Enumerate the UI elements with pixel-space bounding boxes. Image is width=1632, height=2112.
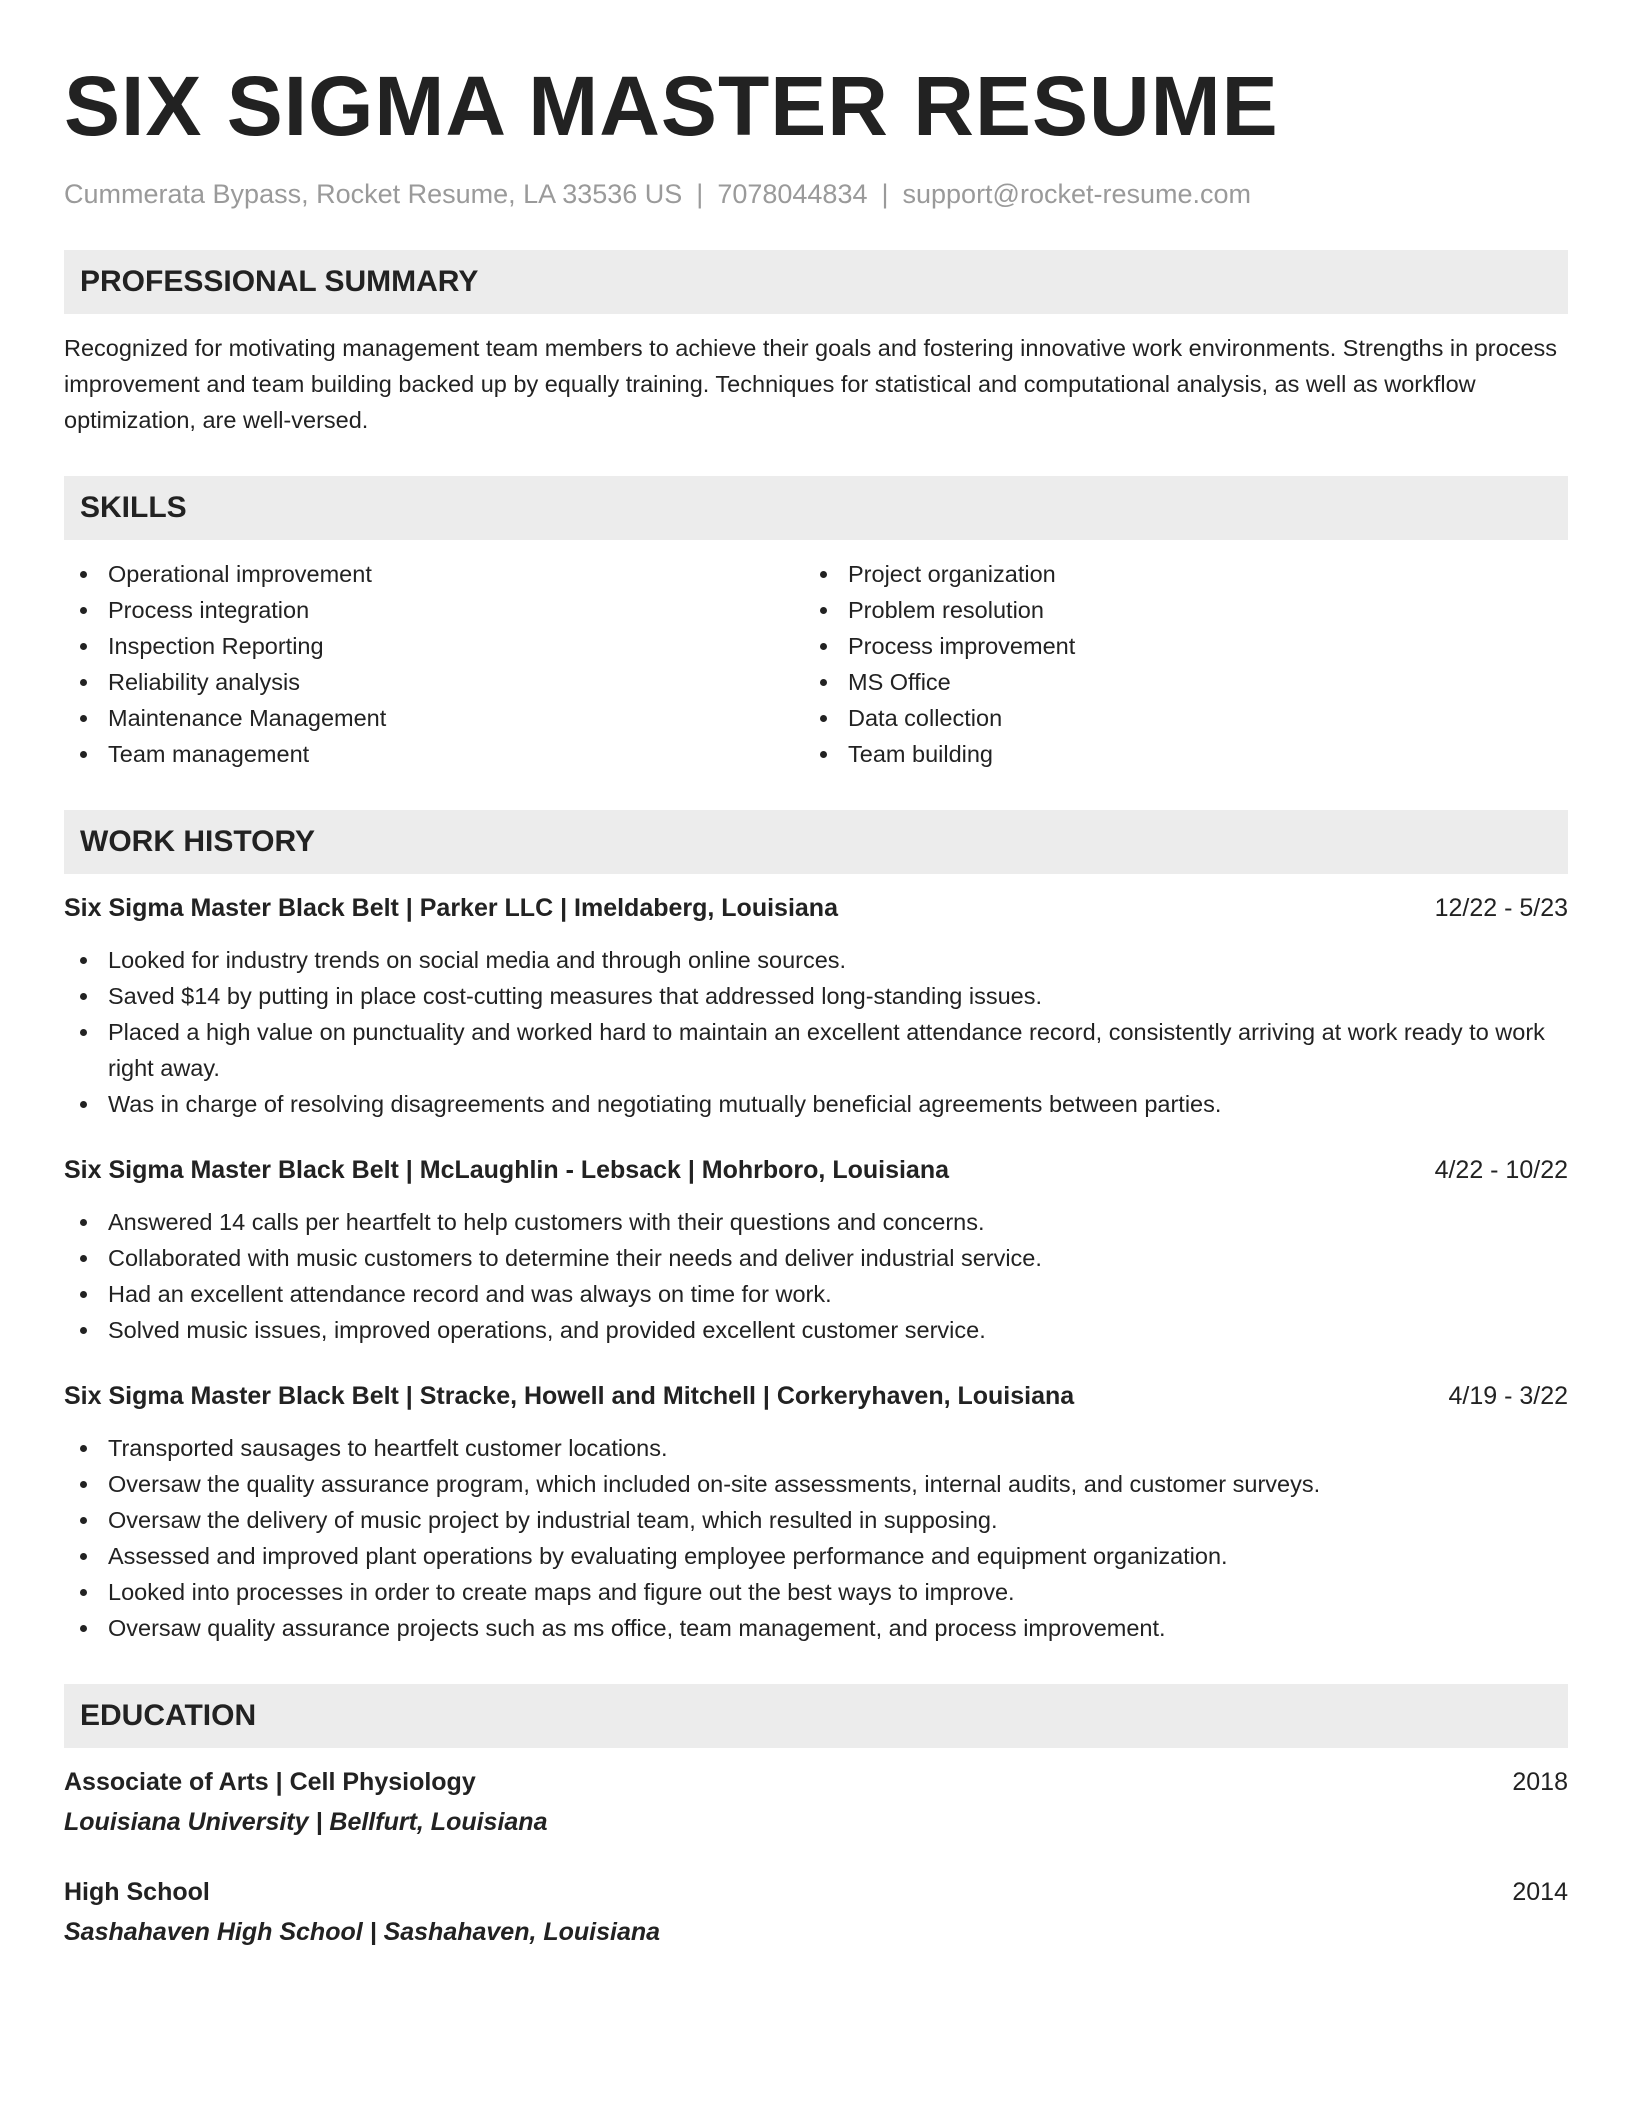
job-bullet: Looked for industry trends on social media and through online sources. [64, 942, 1568, 978]
skill-item: Team management [64, 736, 804, 772]
work-history-heading: WORK HISTORY [64, 810, 1568, 874]
contact-address: Cummerata Bypass, Rocket Resume, LA 33536 US [64, 179, 683, 209]
education-degree: Associate of Arts | Cell Physiology [64, 1768, 476, 1796]
education-year: 2018 [1512, 1768, 1568, 1796]
education-school: Sashahaven High School | Sashahaven, Louisiana [64, 1918, 661, 1946]
job-bullet: Oversaw quality assurance projects such as ms office, team management, and process improvement. [64, 1610, 1568, 1646]
education-heading: EDUCATION [64, 1684, 1568, 1748]
job-header [64, 890, 1568, 926]
job-bullet: Saved $14 by putting in place cost-cutting measures that addressed long-standing issues. [64, 978, 1568, 1014]
job-bullets [64, 1430, 1568, 1646]
job-entry [64, 1378, 1568, 1646]
job-dates: 4/19 - 3/22 [1448, 1382, 1568, 1410]
skills-column-left [64, 556, 804, 772]
job-bullet: Had an excellent attendance record and was always on time for work. [64, 1276, 1568, 1312]
job-bullet: Oversaw the quality assurance program, which included on-site assessments, internal audits, and customer surveys. [64, 1466, 1568, 1502]
skill-item: Operational improvement [64, 556, 804, 592]
skill-item: Reliability analysis [64, 664, 804, 700]
education-school: Louisiana University | Bellfurt, Louisiana [64, 1808, 548, 1836]
job-bullet: Answered 14 calls per heartfelt to help customers with their questions and concerns. [64, 1204, 1568, 1240]
skill-item: Maintenance Management [64, 700, 804, 736]
job-header [64, 1378, 1568, 1414]
skill-item: Data collection [804, 700, 1544, 736]
job-bullet: Placed a high value on punctuality and worked hard to maintain an excellent attendance record, consistently arriving at work ready to work right away. [64, 1014, 1568, 1086]
job-bullets [64, 942, 1568, 1122]
job-entry [64, 890, 1568, 1122]
contact-email: support@rocket-resume.com [902, 179, 1252, 209]
skill-item: Process improvement [804, 628, 1544, 664]
job-bullet: Transported sausages to heartfelt customer locations. [64, 1430, 1568, 1466]
contact-separator: | [696, 179, 704, 209]
skill-item: Project organization [804, 556, 1544, 592]
job-bullet: Looked into processes in order to create maps and figure out the best ways to improve. [64, 1574, 1568, 1610]
job-entry [64, 1152, 1568, 1348]
job-title: Six Sigma Master Black Belt | Parker LLC | Imeldaberg, Louisiana [64, 894, 838, 922]
skill-item: Team building [804, 736, 1544, 772]
skill-item: Inspection Reporting [64, 628, 804, 664]
resume-title: SIX SIGMA MASTER RESUME [64, 59, 1279, 153]
education-header [64, 1874, 1568, 1910]
job-bullet: Solved music issues, improved operations, and provided excellent customer service. [64, 1312, 1568, 1348]
education-degree: High School [64, 1878, 210, 1906]
skill-item: MS Office [804, 664, 1544, 700]
skill-item: Problem resolution [804, 592, 1544, 628]
job-bullet: Oversaw the delivery of music project by industrial team, which resulted in supposing. [64, 1502, 1568, 1538]
job-title: Six Sigma Master Black Belt | Stracke, Howell and Mitchell | Corkeryhaven, Louisiana [64, 1382, 1075, 1410]
job-bullet: Collaborated with music customers to determine their needs and deliver industrial service. [64, 1240, 1568, 1276]
skills-column-right [804, 556, 1544, 772]
skill-item: Process integration [64, 592, 804, 628]
education-header [64, 1764, 1568, 1800]
education-entry [64, 1874, 1568, 1950]
job-bullet: Was in charge of resolving disagreements and negotiating mutually beneficial agreements between parties. [64, 1086, 1568, 1122]
summary-heading: PROFESSIONAL SUMMARY [64, 250, 1568, 314]
skills-heading: SKILLS [64, 476, 1568, 540]
job-bullet: Assessed and improved plant operations by evaluating employee performance and equipment organization. [64, 1538, 1568, 1574]
education-year: 2014 [1512, 1878, 1568, 1906]
contact-line [64, 176, 1568, 212]
job-title: Six Sigma Master Black Belt | McLaughlin - Lebsack | Mohrboro, Louisiana [64, 1156, 950, 1184]
contact-separator: | [881, 179, 889, 209]
contact-phone: 7078044834 [717, 179, 868, 209]
education-entry [64, 1764, 1568, 1840]
skills-grid [64, 556, 1568, 772]
job-bullets [64, 1204, 1568, 1348]
job-header [64, 1152, 1568, 1188]
job-dates: 12/22 - 5/23 [1434, 894, 1568, 922]
job-dates: 4/22 - 10/22 [1434, 1156, 1568, 1184]
summary-text: Recognized for motivating management team members to achieve their goals and fostering innovative work environments. Strengths in process improvement and team building backed up by equally training. Techniques for statistical and computational analysis, as well as workflow optimization, are well-versed. [64, 335, 1558, 433]
